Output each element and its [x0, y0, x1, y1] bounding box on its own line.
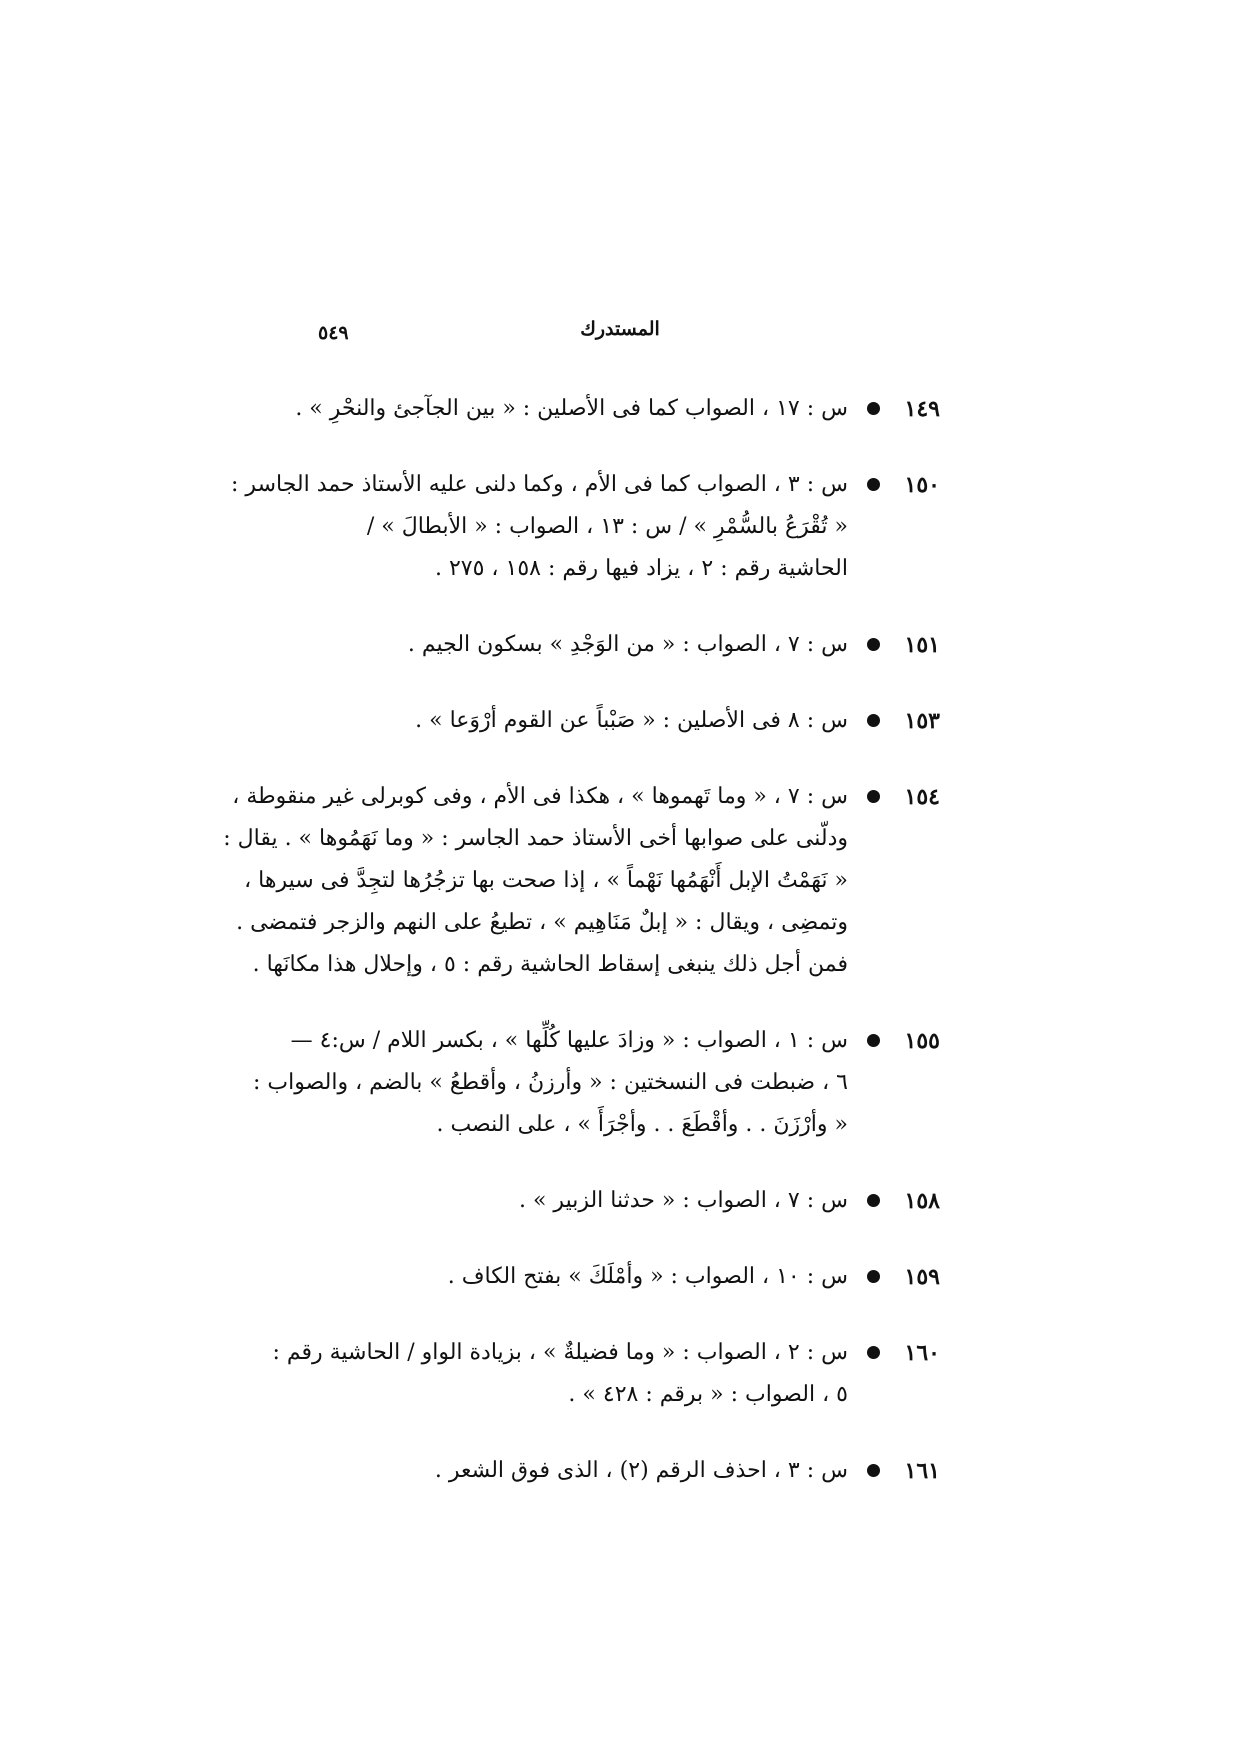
- entry-155: [252, 1020, 940, 1146]
- entry-number: ١٦٠: [904, 1340, 940, 1366]
- entry-line: س : ٣ ، احذف الرقم (٢) ، الذى فوق الشعر .: [434, 1458, 848, 1483]
- entry-line: ودلّنى على صوابها أخى الأستاذ حمد الجاسر : « وما نَهَمُوها » . يقال :: [223, 826, 848, 851]
- entry-number: ١٥١: [904, 632, 940, 658]
- entry-154: [223, 776, 940, 986]
- entry-153: [280, 700, 940, 742]
- entry-line: « نَهَمْتُ الإبل أَنْهَمُها نَهْماً » ، إذا صحت بها تزجُرُها لتجِدَّ فى سيرها ،: [244, 868, 848, 893]
- entry-number: ١٤٩: [904, 396, 940, 422]
- entry-line: س : ٧ ، الصواب : « من الوَجْدِ » بسكون الجيم .: [407, 632, 848, 657]
- corrections-list: [223, 388, 940, 1526]
- entry-149: [280, 388, 940, 430]
- entry-line: س : ١ ، الصواب : « وزادَ عليها كُلِّها » ، بكسر اللام / س:٤ —: [290, 1028, 848, 1053]
- entry-line: س : ١٠ ، الصواب : « وأمْلَكَ » بفتح الكاف .: [447, 1264, 848, 1289]
- entry-line: ٥ ، الصواب : « برقم : ٤٢٨ » .: [568, 1382, 848, 1407]
- page-number: ٥٤٩: [318, 322, 349, 344]
- entry-number: ١٥٩: [904, 1264, 940, 1290]
- entry-number: ١٥٥: [904, 1028, 940, 1054]
- entry-161: [280, 1450, 940, 1492]
- entry-number: ١٥٠: [904, 472, 940, 498]
- entry-line: س : ١٧ ، الصواب كما فى الأصلين : « بين الجآجئ والنحْرِ » .: [295, 396, 848, 421]
- bullet-icon: [867, 478, 880, 491]
- entry-line: ٦ ، ضبطت فى النسختين : « وأرزنُ ، وأقطعُ » بالضم ، والصواب :: [252, 1070, 848, 1095]
- entry-line: س : ٧ ، الصواب : « حدثنا الزبير » .: [518, 1188, 848, 1213]
- bullet-icon: [867, 1464, 880, 1477]
- entry-line: س : ٧ ، « وما تَهموها » ، هكذا فى الأم ، وفى كوبرلى غير منقوطة ،: [232, 784, 848, 809]
- entry-number: ١٦١: [904, 1458, 940, 1484]
- entry-line: الحاشية رقم : ٢ ، يزاد فيها رقم : ١٥٨ ، ٢٧٥ .: [434, 556, 848, 581]
- running-title: المستدرك: [580, 318, 660, 340]
- entry-160: [272, 1332, 940, 1416]
- bullet-icon: [867, 1346, 880, 1359]
- entry-number: ١٥٤: [904, 784, 940, 810]
- entry-line: « وأرْزَنَ . . وأقْطَعَ . . وأجْرَأَ » ، على النصب .: [436, 1112, 848, 1137]
- bullet-icon: [867, 402, 880, 415]
- entry-158: [280, 1180, 940, 1222]
- entry-number: ١٥٣: [904, 708, 940, 734]
- bullet-icon: [867, 1194, 880, 1207]
- bullet-icon: [867, 1270, 880, 1283]
- bullet-icon: [867, 790, 880, 803]
- entry-159: [280, 1256, 940, 1298]
- bullet-icon: [867, 1034, 880, 1047]
- entry-line: س : ٣ ، الصواب كما فى الأم ، وكما دلنى عليه الأستاذ حمد الجاسر :: [231, 472, 848, 497]
- entry-151: [280, 624, 940, 666]
- entry-line: س : ٨ فى الأصلين : « صَبْباً عن القوم أرْوَعا » .: [415, 708, 848, 733]
- entry-line: وتمضِى ، ويقال : « إبلٌ مَنَاهِيم » ، تطيعُ على النهم والزجر فتمضى .: [236, 910, 848, 935]
- entry-150: [231, 464, 940, 590]
- entry-line: « تُقْرَعُ بالسُّمْرِ » / س : ١٣ ، الصواب : « الأبطالَ » /: [366, 514, 848, 539]
- entry-line: فمن أجل ذلك ينبغى إسقاط الحاشية رقم : ٥ ، وإحلال هذا مكانَها .: [252, 952, 848, 977]
- entry-number: ١٥٨: [904, 1188, 940, 1214]
- bullet-icon: [867, 638, 880, 651]
- bullet-icon: [867, 714, 880, 727]
- entry-line: س : ٢ ، الصواب : « وما فضيلةٌ » ، بزيادة الواو / الحاشية رقم :: [272, 1340, 848, 1365]
